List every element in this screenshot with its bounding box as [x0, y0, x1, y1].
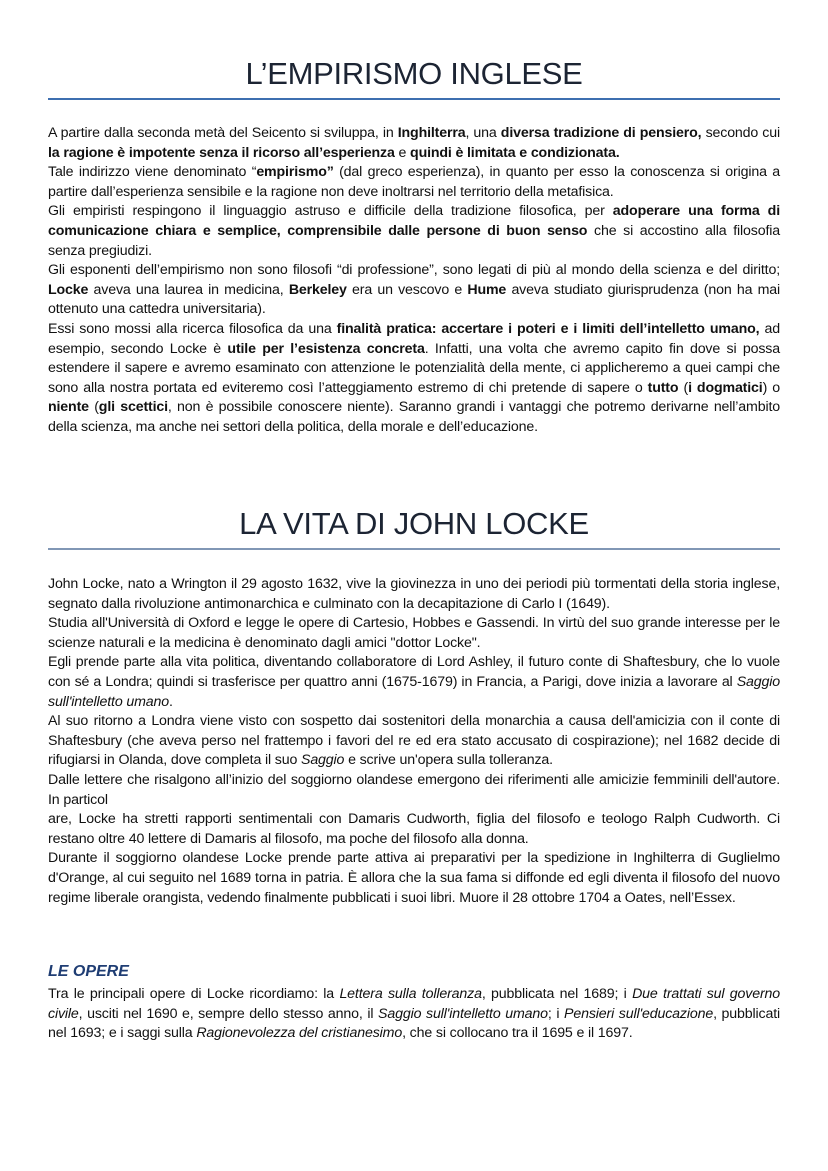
paragraph — [48, 653, 780, 712]
bold-text: finalità pratica: accertare i poteri e i limiti dell’intelletto umano, — [336, 320, 760, 337]
bold-text: quindi è limitata e condizionata. — [410, 144, 620, 161]
text-run: ; i — [547, 1005, 565, 1022]
text-run: Tale indirizzo viene denominato “ — [48, 164, 257, 181]
italic-text: Saggio — [301, 752, 345, 769]
text-run: Egli prende parte alla vita politica, diventando collaboratore di Lord Ashley, il futuro conte di Shaftesbury, che lo vuole con sé a Londra; quindi si trasferisce per quattro anni (1675-1679) in Francia, a Parigi, dove inizia a lavorare al — [48, 654, 780, 690]
bold-text: i dogmatici — [688, 379, 763, 396]
text-run: Gli empiristi respingono il linguaggio astruso e difficile della tradizione filosofica, per — [48, 203, 613, 220]
text-run: , che si collocano tra il 1695 e il 1697. — [402, 1025, 633, 1042]
paragraph — [48, 771, 780, 810]
bold-text: la ragione è impotente senza il ricorso all’esperienza — [48, 144, 395, 161]
bold-text: Berkeley — [288, 281, 347, 298]
text-run: ad esempio, secondo Locke è — [48, 320, 780, 357]
text-run: Studia all'Università di Oxford e legge le opere di Cartesio, Hobbes e Gassendi. In virtù del suo grande interesse per le scienze naturali e la medicina è denominato dagli amici "dottor Locke". — [48, 615, 780, 651]
paragraph — [48, 810, 780, 849]
paragraph — [48, 985, 780, 1044]
text-run: , non è possibile conoscere niente). Saranno grandi i vantaggi che potremo derivarne nell’ambito della scienza, ma anche nei settori della politica, della morale e dell’educazione. — [48, 399, 780, 435]
text-run: . — [169, 693, 173, 710]
text-run: A partire dalla seconda metà del Seicento si sviluppa, in — [48, 125, 398, 141]
text-run: Dalle lettere che risalgono all’inizio del soggiorno olandese emergono dei riferimenti alle amicizie femminili dell'autore. In particol — [48, 771, 780, 808]
text-run: ( — [678, 379, 689, 396]
section-title-empirismo: L’EMPIRISMO INGLESE — [245, 56, 583, 91]
text-run: John Locke, nato a Wrington il 29 agosto 1632, vive la giovinezza in uno dei periodi più tormentati della storia inglese, segnato dalla rivoluzione antimonarchica e culminato con la decapitazione di Carlo I (1649). — [48, 576, 780, 612]
text-run: aveva una laurea in medicina, — [88, 281, 289, 298]
text-run: Tra le principali opere di Locke ricordiamo: la — [48, 986, 340, 1002]
section-title-vita-locke: LA VITA DI JOHN LOCKE — [239, 506, 589, 541]
text-run: . Infatti, una volta che avremo capito fin dove si possa estendere il sapere e avremo esaminato con attenzione le potenzialità della mente, ci applicheremo a quei campi che sono alla nostra portata ed eviteremo così l’atteggiamento estremo di chi pretende di sapere o — [48, 340, 780, 396]
bold-text: niente — [48, 399, 89, 416]
bold-text: diversa tradizione di pensiero, — [500, 125, 702, 141]
italic-text: Due trattati sul governo civile — [48, 986, 781, 1022]
paragraph — [48, 124, 780, 163]
italic-text: Ragionevolezza del cristianesimo — [196, 1025, 403, 1042]
section-body-le-opere — [48, 985, 780, 1044]
bold-text: gli scettici — [98, 399, 168, 416]
italic-text: Pensieri sull'educazione — [564, 1005, 714, 1022]
text-run: secondo cui — [701, 125, 780, 141]
paragraph — [48, 849, 780, 908]
italic-text: Saggio sull'intelletto umano — [48, 673, 780, 710]
text-run: , pubblicata nel 1689; i — [481, 986, 633, 1002]
bold-text: empirismo” — [256, 164, 334, 181]
paragraph — [48, 712, 780, 771]
text-run: che si accostino alla filosofia senza pregiudizi. — [48, 222, 780, 259]
italic-text: Saggio sull'intelletto umano — [378, 1005, 548, 1022]
text-run: Al suo ritorno a Londra viene visto con sospetto dai sostenitori della monarchia a causa dell'amicizia con il conte di Shaftesbury (che aveva perso nel frattempo i favori del re ed era stato accusato di cospirazione); nel 1682 decide di rifugiarsi in Olanda, dove completa il suo — [48, 713, 780, 769]
text-run: era un vescovo e — [346, 281, 468, 298]
subheading-le-opere: LE OPERE — [48, 963, 129, 980]
text-run: Durante il soggiorno olandese Locke prende parte attiva ai preparativi per la spedizione in Inghilterra di Guglielmo d'Orange, al cui seguito nel 1689 torna in patria. È allora che la sua fama si diffonde ed egli diventa il filosofo del nuovo regime liberale orangista, vedendo finalmente pubblicati i suoi libri. Muore il 28 ottobre 1704 a Oates, nell’Essex. — [48, 850, 780, 906]
bold-text: utile per l’esistenza concreta — [227, 340, 425, 357]
text-run: , usciti nel 1690 e, sempre dello stesso anno, il — [78, 1005, 379, 1022]
bold-text: Hume — [467, 281, 507, 298]
text-run: ) o — [762, 379, 780, 396]
bold-text: Inghilterra — [397, 125, 466, 141]
paragraph — [48, 261, 780, 320]
bold-text: tutto — [647, 379, 679, 396]
title-underline — [48, 548, 780, 550]
text-run: , una — [465, 125, 501, 141]
paragraph — [48, 575, 780, 614]
bold-text: adoperare una forma di comunicazione chiara e semplice, comprensibile dalle persone di buon senso — [48, 203, 780, 239]
text-run: , pubblicati nel 1693; e i saggi sulla — [48, 1005, 780, 1042]
section-body-vita-locke — [48, 575, 780, 908]
text-run: are, Locke ha stretti rapporti sentimentali con Damaris Cudworth, figlia del filosofo e teologo Ralph Cudworth. Ci restano oltre 40 lettere di Damaris al filosofo, ma poche del filosofo alla donna. — [48, 811, 780, 847]
paragraph — [48, 320, 780, 438]
bold-text: Locke — [48, 281, 89, 298]
text-run: (dal greco esperienza), in quanto per esso la conoscenza si origina a partire dall’esperienza sensibile e la ragione non deve inoltrarsi nel territorio della metafisica. — [48, 164, 780, 200]
paragraph — [48, 614, 780, 653]
italic-text: Lettera sulla tolleranza — [339, 986, 482, 1002]
paragraph — [48, 202, 780, 261]
text-run: e — [394, 144, 411, 161]
text-run: ( — [88, 399, 99, 416]
text-run: Gli esponenti dell’empirismo non sono filosofi “di professione”, sono legati di più al mondo della scienza e del diritto; — [48, 262, 780, 279]
text-run: Essi sono mossi alla ricerca filosofica da una — [48, 320, 337, 337]
paragraph — [48, 163, 780, 202]
text-run: aveva studiato giurisprudenza (non ha mai ottenuto una cattedra universitaria). — [48, 281, 780, 318]
section-body-empirismo — [48, 124, 780, 438]
text-run: e scrive un'opera sulla tolleranza. — [344, 752, 553, 769]
title-underline — [48, 98, 780, 100]
